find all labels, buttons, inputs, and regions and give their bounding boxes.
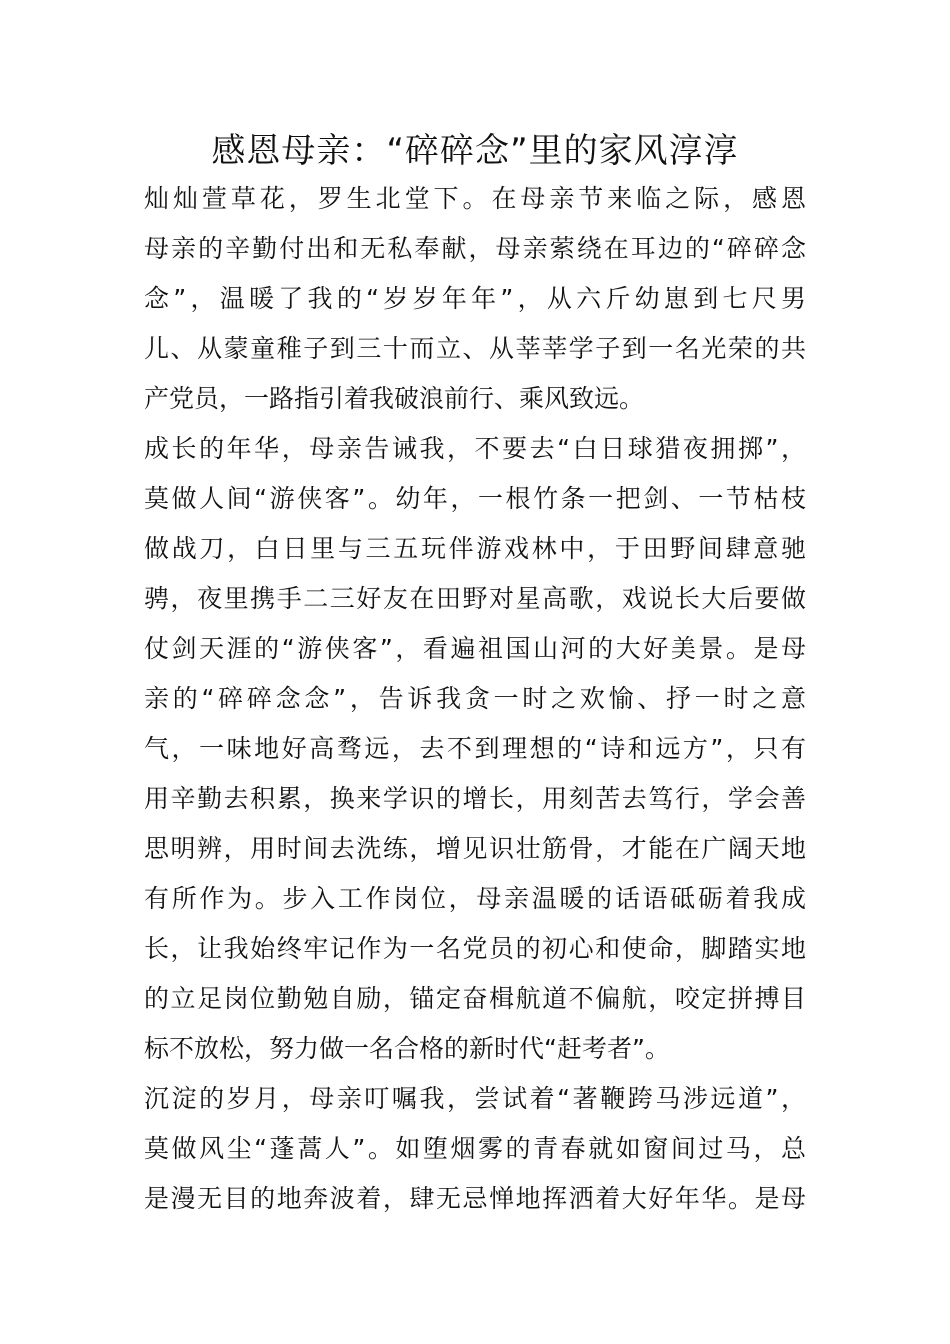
text-line: 产党员，一路指引着我破浪前行、乘风致远。 [144,384,645,413]
text-line: 思明辨，用时间去洗练，增见识壮筋骨，才能在广阔天地 [144,834,806,863]
text-line: 莫做人间“游侠客”。幼年，一根竹条一把剑、一节枯枝 [144,484,806,513]
text-line: 母亲的辛勤付出和无私奉献，母亲萦绕在耳边的“碎碎念 [144,234,806,263]
text-line: 念”，温暖了我的“岁岁年年”，从六斤幼崽到七尺男 [144,284,806,313]
text-line: 亲的“碎碎念念”，告诉我贪一时之欢愉、抒一时之意 [144,684,806,713]
text-line: 沉淀的岁月，母亲叮嘱我，尝试着“著鞭跨马涉远道”， [144,1084,806,1113]
text-line: 的立足岗位勤勉自励，锚定奋楫航道不偏航，咬定拼搏目 [144,984,806,1013]
text-line: 标不放松，努力做一名合格的新时代“赶考者”。 [144,1034,670,1063]
text-line: 气，一味地好高骛远，去不到理想的“诗和远方”，只有 [144,734,806,763]
text-line: 有所作为。步入工作岗位，母亲温暖的话语砥砺着我成 [144,884,806,913]
text-line: 长，让我始终牢记作为一名党员的初心和使命，脚踏实地 [144,934,806,963]
text-line: 灿灿萱草花，罗生北堂下。在母亲节来临之际，感恩 [144,184,806,213]
text-line: 骋，夜里携手二三好友在田野对星高歌，戏说长大后要做 [144,584,806,613]
text-line: 成长的年华，母亲告诫我，不要去“白日球猎夜拥掷”， [144,434,806,463]
document-title: 感恩母亲：“碎碎念”里的家风淳淳 [211,131,739,171]
text-line: 儿、从蒙童稚子到三十而立、从莘莘学子到一名光荣的共 [144,334,806,363]
text-line: 莫做风尘“蓬蒿人”。如堕烟雾的青春就如窗间过马，总 [144,1134,806,1163]
text-line: 仗剑天涯的“游侠客”，看遍祖国山河的大好美景。是母 [144,634,806,663]
text-line: 是漫无目的地奔波着，肆无忌惮地挥洒着大好年华。是母 [144,1184,806,1213]
text-line: 做战刀，白日里与三五玩伴游戏林中，于田野间肆意驰 [144,534,806,563]
text-line: 用辛勤去积累，换来学识的增长，用刻苦去笃行，学会善 [144,784,806,813]
